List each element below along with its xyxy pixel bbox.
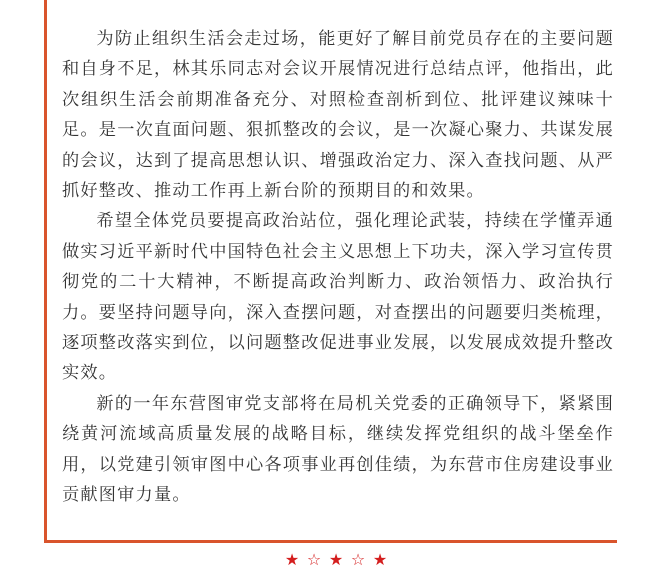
left-border-line bbox=[44, 0, 47, 543]
filled-star-icon: ★ bbox=[372, 550, 388, 569]
paragraph-summary: 为防止组织生活会走过场，能更好了解目前党员存在的主要问题和自身不足，林其乐同志对会议开展情况进行总结点评，他指出，此次组织生活会前期准备充分、对照检查剖析到位、批评建议辣味十足。是一次直面问题、狠抓整改的会议，是一次凝心聚力、共谋发展的会议，达到了提高思想认识、增强政治定力、深入查找问题、从严抓好整改、推动工作再上新台阶的预期目的和效果。 bbox=[62, 29, 614, 202]
article-body bbox=[62, 24, 614, 511]
bottom-border-line bbox=[44, 540, 617, 543]
paragraph-outlook: 新的一年东营图审党支部将在局机关党委的正确领导下，紧紧围绕黄河流域高质量发展的战略目标，继续发挥党组织的战斗堡垒作用，以党建引领审图中心各项事业再创佳绩，为东营市住房建设事业贡献图审力量。 bbox=[62, 393, 614, 506]
filled-star-icon: ★ bbox=[284, 550, 300, 569]
star-divider bbox=[283, 549, 389, 571]
outline-star-icon: ☆ bbox=[306, 550, 322, 569]
paragraph-expectations: 希望全体党员要提高政治站位，强化理论武装，持续在学懂弄通做实习近平新时代中国特色社会主义思想上下功夫，深入学习宣传贯彻党的二十大精神，不断提高政治判断力、政治领悟力、政治执行力。要坚持问题导向，深入查摆问题，对查摆出的问题要归类梳理，逐项整改落实到位，以问题整改促进事业发展，以发展成效提升整改实效。 bbox=[62, 211, 614, 384]
outline-star-icon: ☆ bbox=[350, 550, 366, 569]
filled-star-icon: ★ bbox=[328, 550, 344, 569]
